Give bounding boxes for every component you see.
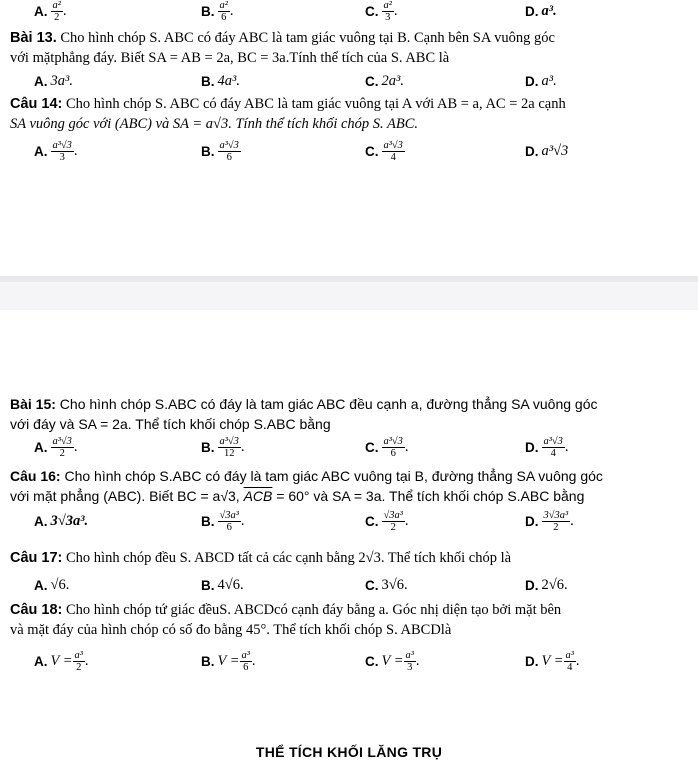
option-c: C. $\frac{\text{a³√3}}{4}$ xyxy=(365,139,403,163)
option-b: B. $\frac{\text{a³√3}}{6}$ xyxy=(201,139,239,163)
fraction: $\frac{\text{a³√3}}{6}$ xyxy=(219,139,239,163)
option-b: B. $\frac{\text{√3a³}}{6}$ . xyxy=(201,509,245,533)
option-a: A. $\frac{\text{a³√3}}{3}$ . xyxy=(34,139,78,163)
fraction: $\frac{\text{√3a³}}{2}$ xyxy=(383,509,403,533)
fraction: $\frac{\text{a³}}{4}$ xyxy=(565,649,574,673)
option-d: D. V = $\frac{\text{a³}}{4}$ . xyxy=(525,649,580,673)
fraction: $\frac{\text{a³}}{3}$ xyxy=(405,649,414,673)
option-b: B. V = $\frac{\text{a³}}{6}$ . xyxy=(201,649,256,673)
fraction: $\frac{\text{3√3a³}}{2}$ xyxy=(543,509,569,533)
option-d: D. a³. xyxy=(525,2,557,19)
fraction: $\frac{\text{a³√3}}{4}$ xyxy=(383,139,403,163)
option-b: B. $\frac{\text{a³√3}}{12}$ . xyxy=(201,435,245,459)
prev-question-options xyxy=(0,0,698,24)
bai-15-options xyxy=(0,434,698,460)
fraction: $\frac{\text{√3a³}}{6}$ xyxy=(219,509,239,533)
question-cau-17: Câu 17: Cho hình chóp đều S. ABCD tất cả các cạnh bằng 2√3. Thể tích khối chóp là xyxy=(10,550,512,566)
option-a: A. 3a³. xyxy=(34,72,73,89)
option-c: C. $\frac{\text{√3a³}}{2}$ . xyxy=(365,509,409,533)
option-c: C. V = $\frac{\text{a³}}{3}$ . xyxy=(365,649,420,673)
fraction: $\frac{\text{a³}}{6}$ xyxy=(241,649,250,673)
option-d: D. $\frac{\text{a³√3}}{4}$ . xyxy=(525,435,569,459)
bai-13-options xyxy=(0,68,698,94)
fraction: $\frac{\text{a³√3}}{4}$ xyxy=(543,435,563,459)
fraction: $\frac{\text{a²}}{2}$ xyxy=(52,0,61,23)
option-a: A. $\frac{\text{a³√3}}{2}$ . xyxy=(34,435,78,459)
fraction: $\frac{\text{a³√3}}{12}$ xyxy=(219,435,239,459)
cau-17-options xyxy=(0,572,698,598)
fraction: $\frac{\text{a²}}{6}$ xyxy=(219,0,228,23)
option-c: C. $\frac{\text{a³√3}}{6}$ . xyxy=(365,435,409,459)
cau-18-options xyxy=(0,648,698,674)
fraction: $\frac{\text{a²}}{3}$ xyxy=(383,0,392,23)
question-cau-14: Câu 14: Cho hình chóp S. ABC có đáy ABC là tam giác vuông tại A với AB = a, AC = 2a cạnh SA vuông góc với (ABC) và SA = a√3. Tính thể tích khối chóp S. ABC. xyxy=(10,96,566,132)
option-b: B. $\frac{\text{a²}}{6}$ . xyxy=(201,0,234,23)
fraction: $\frac{\text{a³}}{2}$ xyxy=(74,649,83,673)
cau-16-options xyxy=(0,508,698,534)
fraction: $\frac{\text{a³√3}}{2}$ xyxy=(52,435,72,459)
option-b: B. 4a³. xyxy=(201,72,240,89)
option-a: A. V = $\frac{\text{a³}}{2}$ . xyxy=(34,649,89,673)
question-bai-15: Bài 15: Cho hình chóp S.ABC có đáy là tam giác ABC đều cạnh a, đường thẳng SA vuông góc với đáy và SA = 2a. Thể tích khối chóp S.ABC bằng xyxy=(10,396,598,432)
option-d: D. a³. xyxy=(525,72,557,89)
option-b: B. 4√6. xyxy=(201,576,244,593)
option-a: A. 3√3a³. xyxy=(34,512,89,529)
option-d: D. a³√3 xyxy=(525,142,569,159)
option-c: C. 2a³. xyxy=(365,72,404,89)
question-cau-18: Câu 18: Cho hình chóp tứ giác đềuS. ABCDcó cạnh đáy bằng a. Góc nhị diện tạo bởi mặt bên và mặt đáy của hình chóp có số đo bằng 45°. Thể tích khối chóp S. ABCDlà xyxy=(10,602,562,638)
option-d: D. 2√6. xyxy=(525,576,568,593)
option-d: D. $\frac{\text{3√3a³}}{2}$ . xyxy=(525,509,574,533)
question-bai-13: Bài 13. Cho hình chóp S. ABC có đáy ABC là tam giác vuông tại B. Cạnh bên SA vuông góc với mặtphẳng đáy. Biết SA = AB = 2a, BC = 3a.Tính thể tích của S. ABC là xyxy=(10,30,555,66)
option-a: A. $\frac{\text{a²}}{2}$ . xyxy=(34,0,67,23)
option-c: C. 3√6. xyxy=(365,576,408,593)
fraction: $\frac{\text{a³√3}}{3}$ xyxy=(52,139,72,163)
cau-14-options xyxy=(0,138,698,164)
section-title: THỂ TÍCH KHỐI LĂNG TRỤ xyxy=(255,744,443,760)
option-a: A. √6. xyxy=(34,576,70,593)
option-c: C. $\frac{\text{a²}}{3}$ . xyxy=(365,0,398,23)
question-cau-16: Câu 16: Cho hình chóp S.ABC có đáy là tam giác ABC vuông tại B, đường thẳng SA vuông góc với mặt phẳng (ABC). Biết BC = a√3, $\overline{ACB} = 60^\circ$ và SA = 3a. Thể tích khối chóp S.ABC bằng xyxy=(10,468,603,504)
fraction: $\frac{\text{a³√3}}{6}$ xyxy=(383,435,403,459)
page-separator-shadow xyxy=(0,282,698,310)
